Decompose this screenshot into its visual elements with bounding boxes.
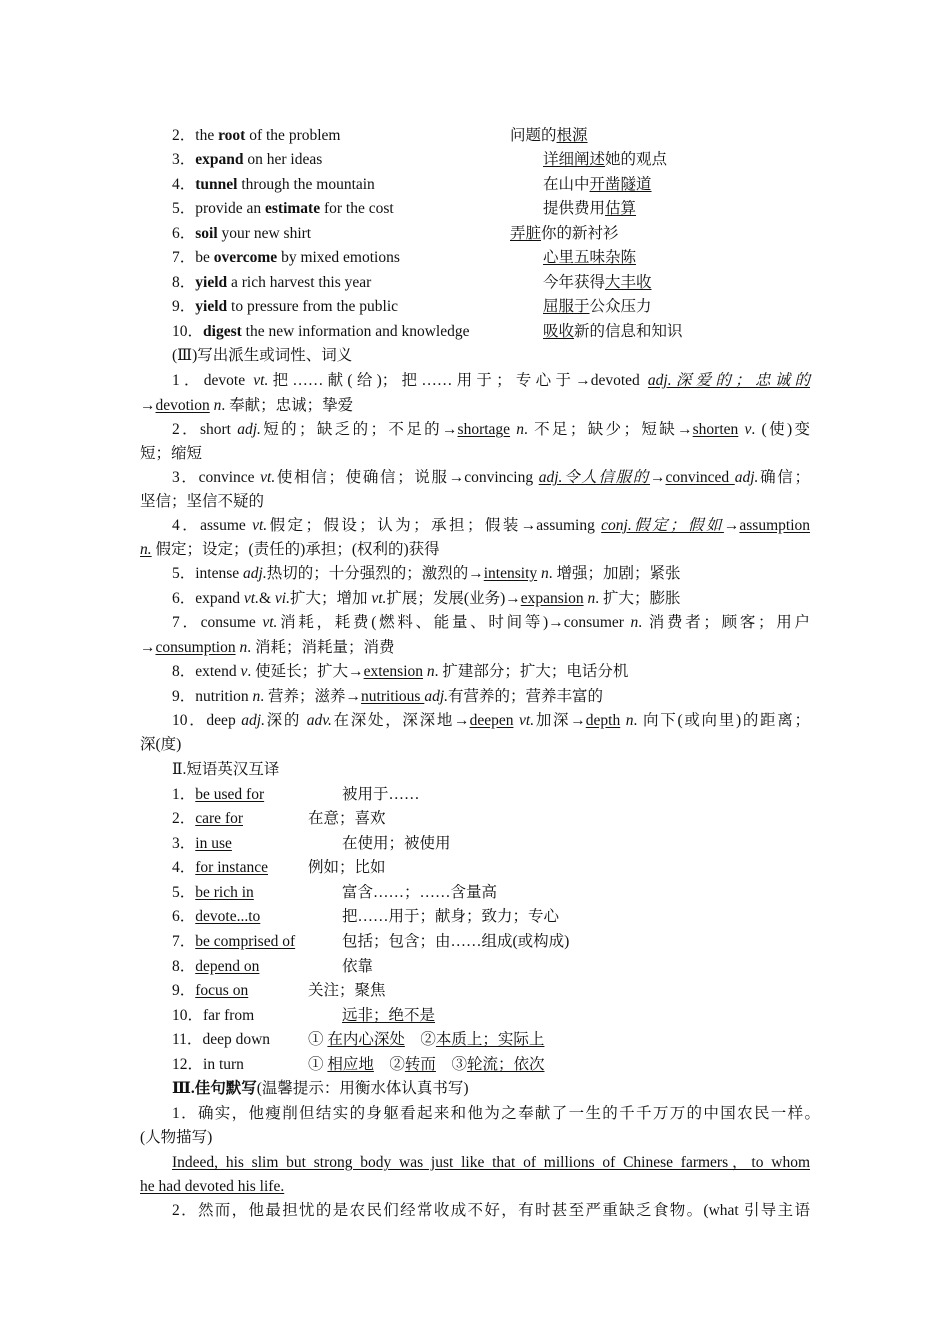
phrase-item: 9．focus on [172,982,249,999]
deriv-line-1b: →devotion n. 奉献；忠诚；挚爱 [140,397,354,414]
deriv-line-3a: 3．convince vt.使相信；使确信；说服→convincing adj.令人信服的→convinced adj.确信； [172,469,810,486]
phrase-meaning: 包括；包含；由……组成(或构成) [342,933,570,950]
phrase-item: 3．in use [172,835,232,852]
vocab-item-chinese: 详细阐述她的观点 [543,151,668,168]
phrase-meaning: 被用于…… [342,786,420,803]
deriv-line-8: 8．extend v. 使延长；扩大→extension n. 扩建部分；扩大；电话分机 [172,663,629,680]
deriv-line-7b: →consumption n. 消耗；消耗量；消费 [140,639,395,656]
sentence-heading: Ⅲ.佳句默写(温馨提示：用衡水体认真书写) [172,1080,469,1097]
vocab-item-english: 7．be overcome by mixed emotions [172,249,400,266]
phrase-answer-12: ① 相应地 ②转而 ③轮流；依次 [308,1056,545,1073]
phrase-item: 2．care for [172,810,244,827]
phrase-meaning: 把……用于；献身；致力；专心 [342,908,560,925]
phrase-meaning: 在使用；被使用 [342,835,451,852]
deriv-line-1a: 1．devote vt.把……献(给)；把……用于；专心于→devoted adj.深爱的；忠诚的 [172,372,810,389]
sentence-1-english-b: he had devoted his life. [140,1178,285,1195]
phrase-item-10: 10．far from [172,1007,255,1024]
phrase-answer-10: 远非；绝不是 [342,1007,436,1024]
phrase-item: 6．devote...to [172,908,261,925]
vocab-item-chinese: 吸收新的信息和知识 [543,323,683,340]
vocab-item-chinese: 今年获得大丰收 [543,274,652,291]
sentence-1-english-a: Indeed, his slim but strong body was just like that of millions of Chinese farmers，to whom [172,1154,810,1171]
vocab-item-english: 5．provide an estimate for the cost [172,200,394,217]
vocab-item-english: 10．digest the new information and knowledge [172,323,470,340]
sentence-1-tag: (人物描写) [140,1129,213,1146]
vocab-item-english: 2．the root of the problem [172,127,341,144]
vocab-item-english: 6．soil your new shirt [172,225,312,242]
phrase-meaning: 富含……；……含量高 [342,884,498,901]
vocab-item-chinese: 问题的根源 [510,127,588,144]
phrase-meaning: 关注；聚焦 [308,982,386,999]
phrase-item: 8．depend on [172,958,260,975]
deriv-line-2b: 短；缩短 [140,445,203,462]
vocab-item-chinese: 在山中开凿隧道 [543,176,652,193]
deriv-line-3b: 坚信；坚信不疑的 [140,493,265,510]
phrase-item: 7．be comprised of [172,933,296,950]
vocab-item-chinese: 提供费用估算 [543,200,637,217]
sentence-1-chinese: 1．确实，他瘦削但结实的身躯看起来和他为之奉献了一生的千千万万的中国农民一样。 [172,1105,820,1122]
vocab-item-chinese: 弄脏你的新衬衫 [510,225,619,242]
phrase-item: 5．be rich in [172,884,254,901]
vocab-item-english: 8．yield a rich harvest this year [172,274,372,291]
deriv-line-4a: 4．assume vt.假定；假设；认为；承担；假装→assuming conj.假定；假如→assumption [172,517,811,534]
vocab-item-chinese: 屈服于公众压力 [543,298,652,315]
section3-heading: (Ⅲ)写出派生或词性、词义 [172,347,353,364]
vocab-item-english: 9．yield to pressure from the public [172,298,399,315]
phrase-meaning: 依靠 [342,958,374,975]
vocab-item-english: 4．tunnel through the mountain [172,176,375,193]
phrase-item: 4．for instance [172,859,268,876]
deriv-line-2a: 2．short adj.短的；缺乏的；不足的→shortage n. 不足；缺少；短缺→shorten v. (使)变 [172,421,810,438]
phrase-item: 1．be used for [172,786,265,803]
deriv-line-6: 6．expand vt.& vi.扩大；增加 vt.扩展；发展(业务)→expansion n. 扩大；膨胀 [172,590,681,607]
deriv-line-4b: n. 假定；设定；(责任的)承担；(权利的)获得 [140,541,440,558]
deriv-line-9: 9．nutrition n. 营养；滋养→nutritious adj.有营养的；营养丰富的 [172,688,604,705]
deriv-line-10b: 深(度) [140,736,182,753]
phrase-meaning: 例如；比如 [308,859,386,876]
phrase-item-12: 12．in turn [172,1056,244,1073]
vocab-item-english: 3．expand on her ideas [172,151,323,168]
sentence-2-chinese: 2．然而，他最担忧的是农民们经常收成不好，有时甚至严重缺乏食物。(what 引导主语 [172,1202,810,1219]
deriv-line-10a: 10．deep adj.深的 adv.在深处，深深地→deepen vt.加深→depth n. 向下(或向里)的距离； [172,712,810,729]
vocab-item-chinese: 心里五味杂陈 [543,249,637,266]
phrase-item-11: 11．deep down [172,1031,271,1048]
phrase-meaning: 在意；喜欢 [308,810,386,827]
phrase-answer-11: ① 在内心深处 ②本质上；实际上 [308,1031,545,1048]
phrase-heading: Ⅱ.短语英汉互译 [172,761,280,778]
deriv-line-7a: 7．consume vt.消耗，耗费(燃料、能量、时间等)→consumer n. 消费者；顾客；用户 [172,614,810,631]
deriv-line-5: 5．intense adj.热切的；十分强烈的；激烈的→intensity n. 增强；加剧；紧张 [172,565,681,582]
